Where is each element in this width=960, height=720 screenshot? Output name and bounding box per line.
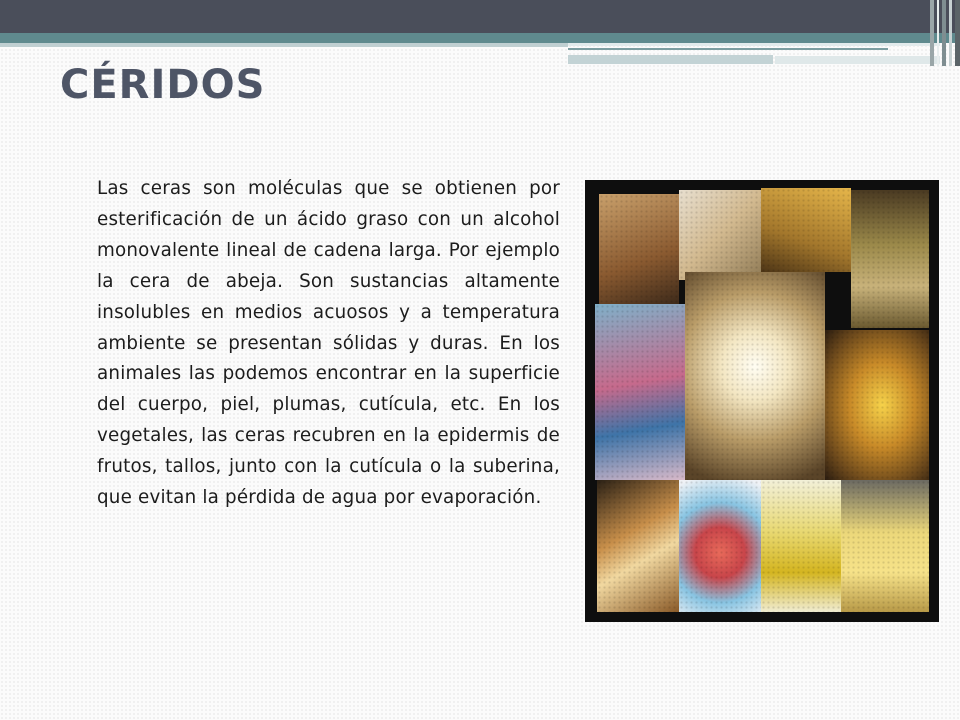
header-decor-stripe xyxy=(568,55,773,64)
collage-photo-foods xyxy=(599,194,679,304)
collage-photo-food-plate xyxy=(679,190,761,280)
collage-photo-cell-lipids xyxy=(825,330,929,480)
header-decor-bar xyxy=(930,0,934,66)
header-decor-stripe xyxy=(568,43,940,46)
header-decor-bar xyxy=(949,0,952,66)
header-decor-bar xyxy=(937,0,939,66)
slide-title: CÉRIDOS xyxy=(60,62,266,108)
collage-photo-oil-bottles xyxy=(851,190,929,328)
collage-photo-olive-oil xyxy=(761,480,841,612)
header-decor-stripe xyxy=(775,56,940,64)
slide-body-text: Las ceras son moléculas que se obtienen por esterificación de un ácido graso con un alcohol monovalente lineal de cadena larga. Por ejemplo la cera de abeja. Son sustancias altamente insolubles en medios acuosos y a temperatura ambiente se presentan sólidas y duras. En los animales las podemos encontrar en la superficie del cuerpo, piel, plumas, cutícula, etc. En los vegetales, las ceras recubren en la epidermis de frutos, tallos, junto con la cutícula o la suberina, que evitan la pérdida de agua por evaporación. xyxy=(97,178,560,509)
header-decor-bar xyxy=(942,0,946,66)
collage-photo-fat-cells xyxy=(685,272,825,482)
header-light-stripe xyxy=(0,43,568,47)
collage-photo-butter xyxy=(841,480,929,612)
collage-photo-bread xyxy=(597,480,679,612)
collage-photo-lipid-bilayer xyxy=(679,480,761,612)
collage-photo-cell-membrane xyxy=(595,304,685,480)
collage-photo-honey xyxy=(761,188,851,272)
header-accent-band xyxy=(0,33,960,43)
lipids-photo-collage xyxy=(585,180,939,622)
header-decor-bar xyxy=(955,0,960,66)
header-decor-stripe xyxy=(568,48,888,50)
header-bar xyxy=(0,0,960,33)
